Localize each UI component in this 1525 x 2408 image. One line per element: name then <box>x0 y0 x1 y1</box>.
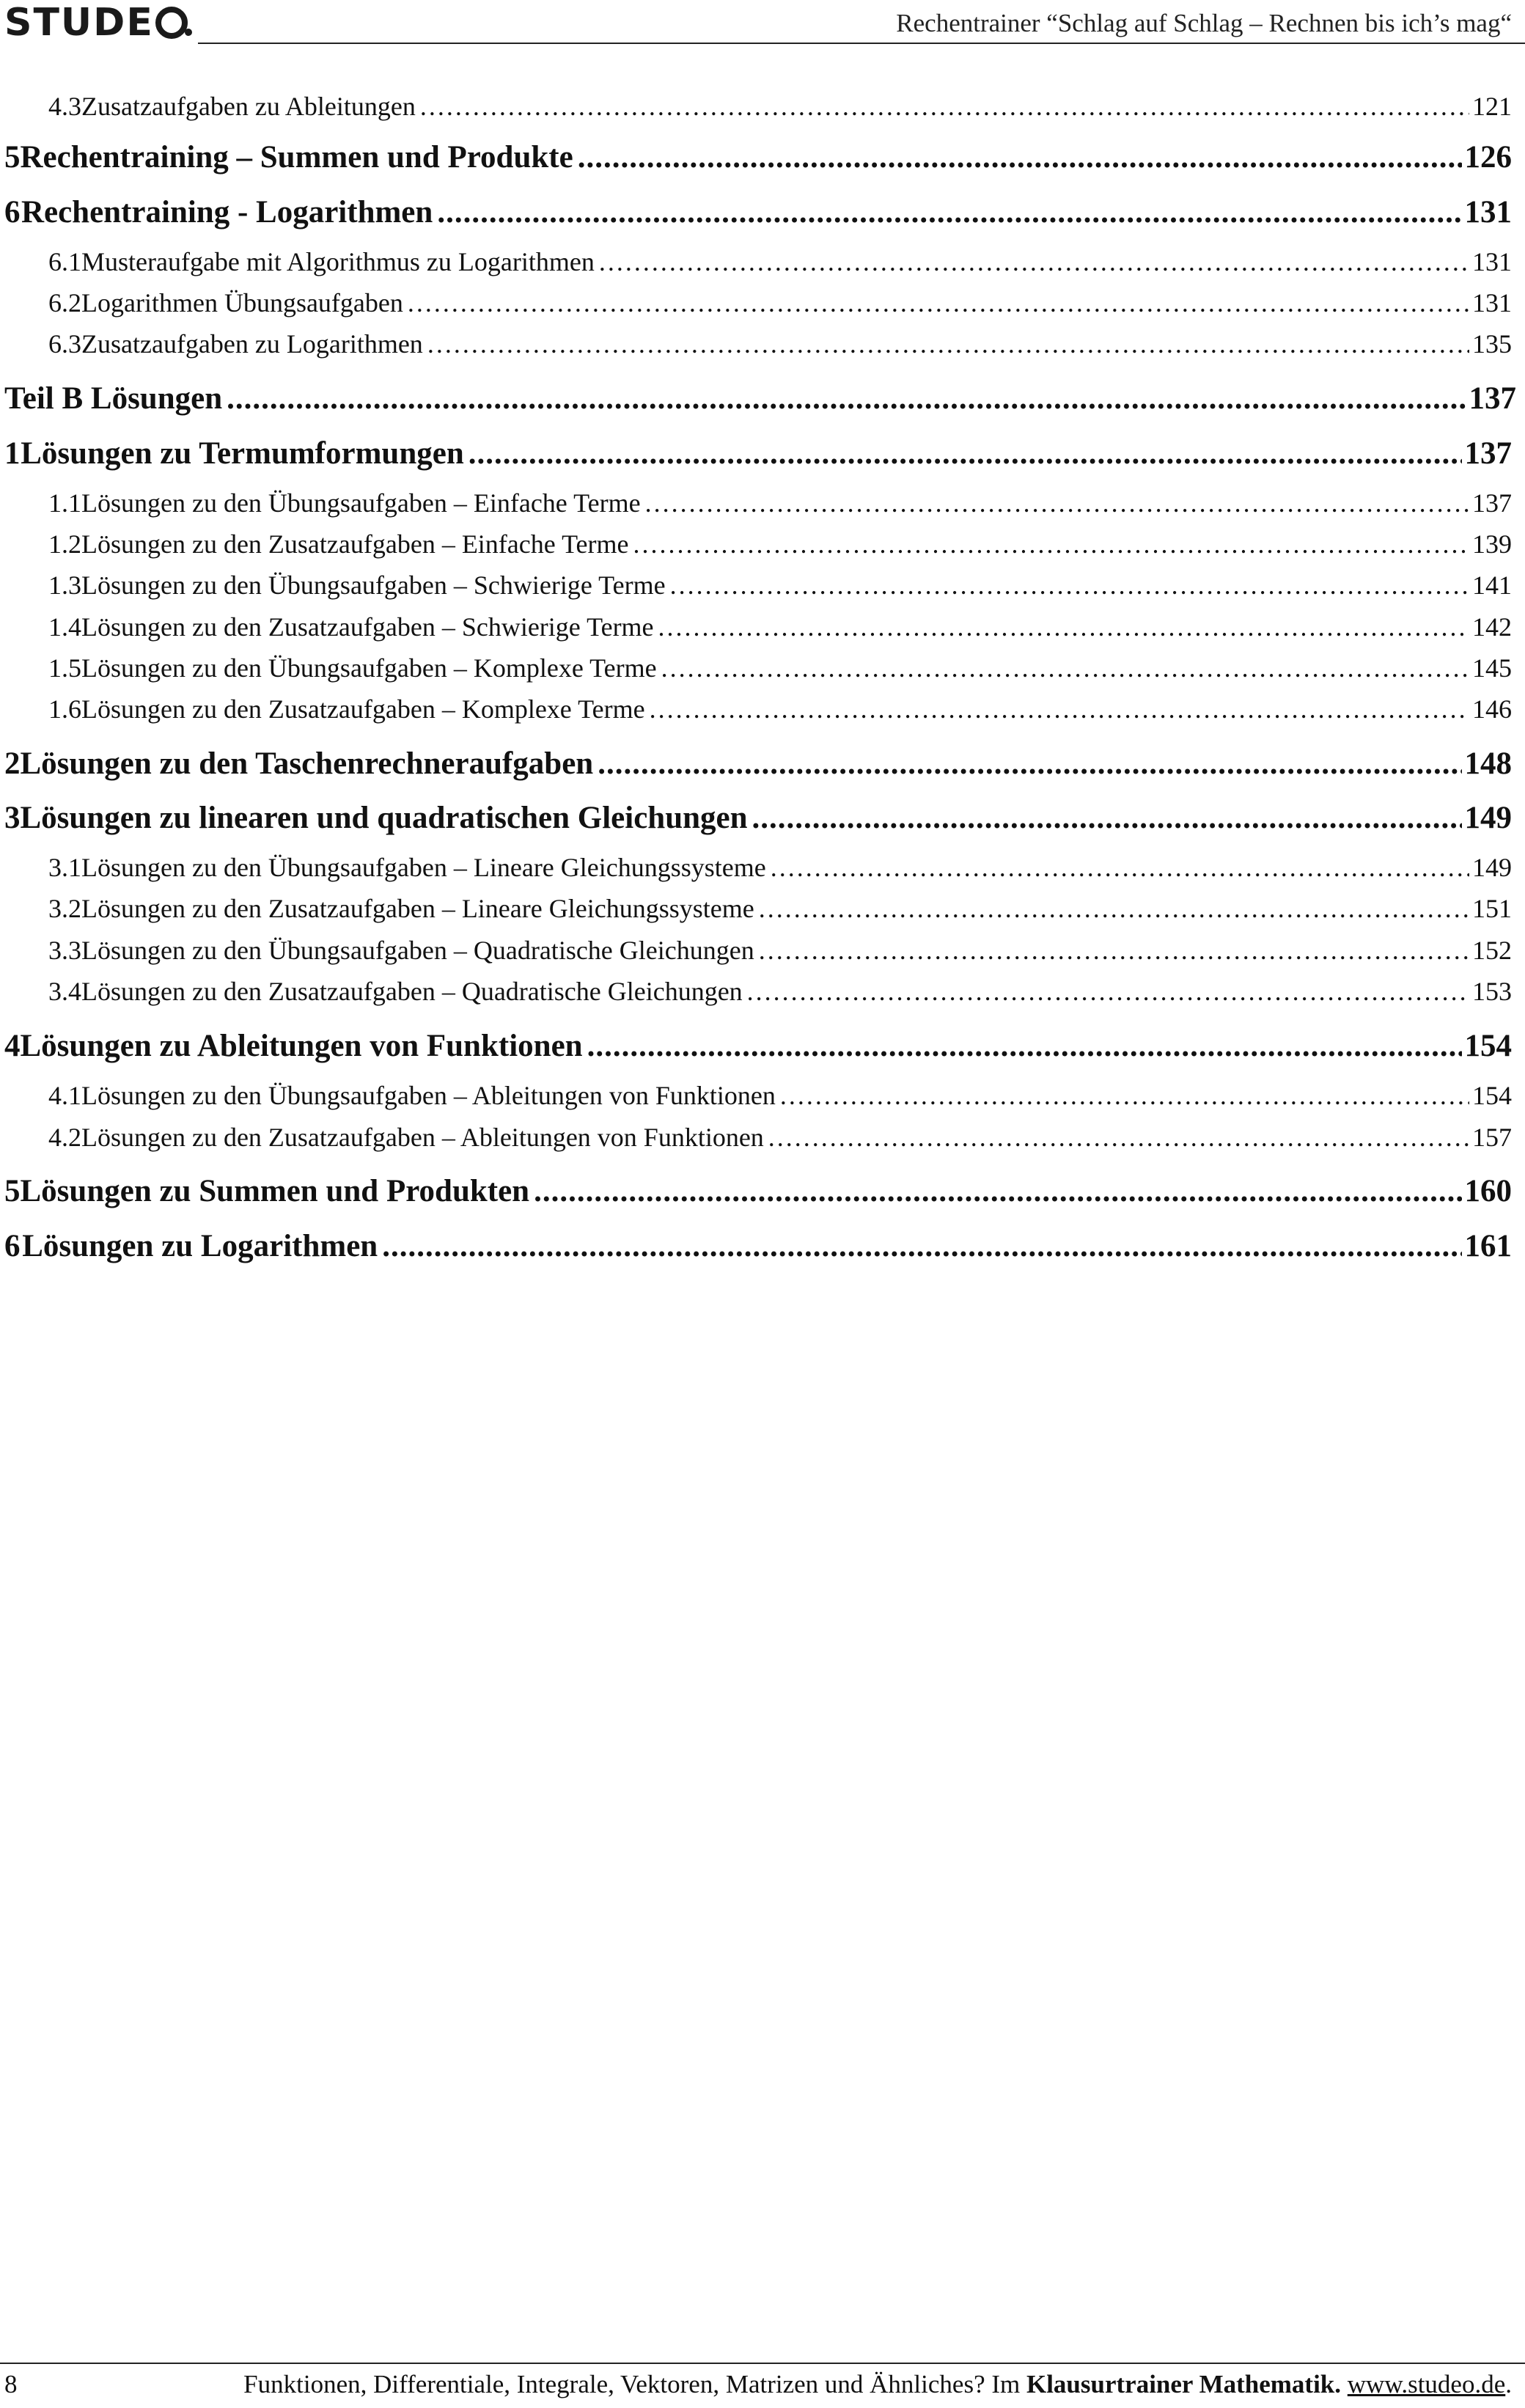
toc-entry-page: 151 <box>1472 894 1512 923</box>
toc-entry-page: 146 <box>1472 694 1512 724</box>
toc-entry-number: 1.2 <box>48 529 81 559</box>
toc-entry-number: 3.2 <box>48 894 81 923</box>
toc-dot-leader <box>437 194 1461 230</box>
footer-text: Funktionen, Differentiale, Integrale, Vektoren, Matrizen und Ähnliches? Im Klausurtrainer Mathematik. www.studeo.de. <box>243 2370 1512 2398</box>
toc-dot-leader <box>650 694 1469 724</box>
toc-entry-number: 3.4 <box>48 977 81 1006</box>
toc-entry-page: 149 <box>1472 853 1512 882</box>
toc-entry[interactable] <box>0 800 1525 836</box>
toc-entry-title: Lösungen zu Summen und Produkten <box>20 1174 530 1208</box>
header-title: Rechentrainer “Schlag auf Schlag – Rechnen bis ich’s mag“ <box>896 9 1512 37</box>
toc-entry-page: 154 <box>1472 1081 1512 1110</box>
footer-link[interactable]: www.studeo.de <box>1347 2370 1506 2398</box>
toc-dot-leader <box>661 653 1469 683</box>
footer-page-number: 8 <box>4 2370 18 2398</box>
toc-entry-title: Lösungen zu den Zusatzaufgaben – Komplexe Terme <box>81 694 645 724</box>
toc-entry-title: Lösungen zu den Taschenrechneraufgaben <box>20 746 594 781</box>
page-header <box>0 0 1525 45</box>
toc-entry-page: 142 <box>1472 612 1512 642</box>
toc-entry[interactable] <box>0 935 1525 966</box>
toc-entry-title: Lösungen zu linearen und quadratischen Gleichungen <box>20 801 748 835</box>
toc-entry-page: 135 <box>1472 329 1512 359</box>
toc-entry[interactable] <box>0 91 1525 122</box>
toc-dot-leader <box>759 893 1469 924</box>
toc-entry-page: 131 <box>1472 247 1512 276</box>
toc-dot-leader <box>771 852 1469 883</box>
toc-entry-page: 121 <box>1472 92 1512 121</box>
toc-entry-title: Lösungen zu den Zusatzaufgaben – Lineare Gleichungssysteme <box>81 894 754 923</box>
toc-entry[interactable] <box>0 436 1525 471</box>
toc-entry-number: 6.1 <box>48 247 81 276</box>
toc-dot-leader <box>599 246 1469 277</box>
footer-text-plain: Funktionen, Differentiale, Integrale, Vektoren, Matrizen und Ähnliches? Im <box>243 2370 1021 2398</box>
toc-entry-number: 4 <box>4 1029 21 1063</box>
toc-dot-leader <box>227 381 1466 416</box>
toc-entry[interactable] <box>0 852 1525 883</box>
toc-entry-page: 160 <box>1464 1174 1512 1208</box>
toc-entry-number: 4.1 <box>48 1081 81 1110</box>
toc-entry-number: 1.1 <box>48 488 81 518</box>
toc-entry-title: Zusatzaufgaben zu Logarithmen <box>81 329 423 359</box>
footer-text-bold: Klausurtrainer Mathematik. <box>1026 2370 1342 2398</box>
toc-entry-number: 4.2 <box>48 1123 81 1152</box>
toc-entry-page: 153 <box>1472 977 1512 1006</box>
toc-entry-title: Lösungen zu Logarithmen <box>22 1229 378 1263</box>
toc-entry-number: 3.1 <box>48 853 81 882</box>
toc-entry[interactable] <box>0 488 1525 518</box>
toc-entry[interactable] <box>0 1228 1525 1264</box>
footer-divider <box>0 2363 1525 2364</box>
toc-entry-number: 1 <box>4 436 21 471</box>
toc-entry-page: 131 <box>1472 288 1512 317</box>
toc-dot-leader <box>427 328 1469 359</box>
toc-entry-title: Logarithmen Übungsaufgaben <box>81 288 403 317</box>
header-divider <box>198 43 1525 44</box>
toc-entry-title: Teil B Lösungen <box>4 381 223 416</box>
toc-entry-number: 1.5 <box>48 653 81 683</box>
toc-entry-page: 152 <box>1472 936 1512 965</box>
toc-entry-title: Lösungen zu den Zusatzaufgaben – Einfache Terme <box>81 529 629 559</box>
toc-dot-leader <box>420 91 1469 122</box>
studeo-logo: STUD E <box>4 1 188 44</box>
toc-entry-page: 157 <box>1472 1123 1512 1152</box>
toc-dot-leader <box>747 976 1469 1007</box>
toc-entry-page: 131 <box>1464 195 1512 230</box>
toc-entry[interactable] <box>0 194 1525 230</box>
toc-entry[interactable] <box>0 529 1525 559</box>
toc-entry-number: 6.3 <box>48 329 81 359</box>
toc-entry-page: 148 <box>1464 746 1512 781</box>
toc-entry-number: 4.3 <box>48 92 81 121</box>
toc-entry-page: 149 <box>1464 801 1512 835</box>
toc-dot-leader <box>658 612 1469 642</box>
toc-entry[interactable] <box>0 1122 1525 1153</box>
toc-entry[interactable] <box>0 1173 1525 1209</box>
toc-entry-title: Lösungen zu Ableitungen von Funktionen <box>20 1029 583 1063</box>
toc-entry-title: Lösungen zu den Übungsaufgaben – Komplexe Terme <box>81 653 657 683</box>
toc-entry-title: Lösungen zu den Übungsaufgaben – Quadratische Gleichungen <box>81 936 754 965</box>
toc-dot-leader <box>759 935 1469 966</box>
toc-entry-title: Musteraufgabe mit Algorithmus zu Logarithmen <box>81 247 595 276</box>
toc-dot-leader <box>780 1080 1469 1111</box>
toc-entry[interactable] <box>0 139 1525 175</box>
toc-entry-title: Lösungen zu den Übungsaufgaben – Lineare Gleichungssysteme <box>81 853 766 882</box>
toc-dot-leader <box>598 746 1461 782</box>
toc-entry-title: Lösungen zu den Übungsaufgaben – Einfache Terme <box>81 488 641 518</box>
toc-entry-page: 137 <box>1472 488 1512 518</box>
toc-entry-title: Rechentraining – Summen und Produkte <box>20 140 573 175</box>
toc-entry-page: 141 <box>1472 570 1512 600</box>
toc-entry-title: Zusatzaufgaben zu Ableitungen <box>81 92 416 121</box>
toc-entry-number: 2 <box>4 746 21 781</box>
toc-entry[interactable] <box>0 893 1525 924</box>
toc-entry[interactable] <box>0 287 1525 318</box>
toc-entry-page: 137 <box>1469 381 1516 416</box>
toc-entry[interactable] <box>0 381 1525 416</box>
toc-entry[interactable] <box>0 694 1525 724</box>
toc-entry[interactable] <box>0 570 1525 601</box>
toc-entry-title: Lösungen zu Termumformungen <box>21 436 464 471</box>
toc-entry[interactable] <box>0 328 1525 359</box>
toc-entry-number: 6.2 <box>48 288 81 317</box>
toc-entry[interactable] <box>0 246 1525 277</box>
logo-o-mark-icon <box>155 7 188 39</box>
toc-entry-page: 154 <box>1464 1029 1512 1063</box>
toc-dot-leader <box>587 1028 1462 1064</box>
toc-entry-number: 1.3 <box>48 570 81 600</box>
toc-dot-leader <box>468 436 1462 471</box>
toc-entry-title: Lösungen zu den Zusatzaufgaben – Schwierige Terme <box>81 612 654 642</box>
toc-dot-leader <box>670 570 1469 601</box>
toc-entry-title: Lösungen zu den Übungsaufgaben – Ableitungen von Funktionen <box>81 1081 776 1110</box>
toc-entry-title: Lösungen zu den Zusatzaufgaben – Ableitungen von Funktionen <box>81 1123 764 1152</box>
toc-entry-title: Lösungen zu den Übungsaufgaben – Schwierige Terme <box>81 570 666 600</box>
toc-entry[interactable] <box>0 1028 1525 1064</box>
toc-dot-leader <box>578 139 1462 175</box>
toc-entry[interactable] <box>0 1080 1525 1111</box>
toc-entry[interactable] <box>0 653 1525 683</box>
toc-entry[interactable] <box>0 976 1525 1007</box>
toc-entry-page: 137 <box>1464 436 1512 471</box>
toc-entry[interactable] <box>0 612 1525 642</box>
toc-entry-number: 3.3 <box>48 936 81 965</box>
toc-entry-number: 5 <box>4 1174 21 1208</box>
toc-dot-leader <box>752 800 1462 836</box>
toc-entry-number: 3 <box>4 801 21 835</box>
toc-entry-page: 161 <box>1464 1229 1512 1263</box>
toc-entry-number: 1.4 <box>48 612 81 642</box>
toc-dot-leader <box>633 529 1469 559</box>
toc-dot-leader <box>645 488 1469 518</box>
toc-entry-title: Rechentraining - Logarithmen <box>21 195 433 230</box>
toc-dot-leader <box>534 1173 1461 1209</box>
toc-entry-page: 126 <box>1464 140 1512 175</box>
toc-entry-number: 1.6 <box>48 694 81 724</box>
toc-entry-number: 6 <box>4 195 21 230</box>
toc-entry-page: 139 <box>1472 529 1512 559</box>
toc-entry-number: 5 <box>4 140 21 175</box>
toc-entry-title: Lösungen zu den Zusatzaufgaben – Quadratische Gleichungen <box>81 977 743 1006</box>
page-footer <box>0 2370 1525 2399</box>
toc-entry-page: 145 <box>1472 653 1512 683</box>
toc-dot-leader <box>382 1228 1461 1264</box>
toc-entry-number: 6 <box>4 1229 21 1263</box>
toc-entry[interactable] <box>0 746 1525 782</box>
toc-dot-leader <box>768 1122 1469 1153</box>
toc-dot-leader <box>408 287 1469 318</box>
